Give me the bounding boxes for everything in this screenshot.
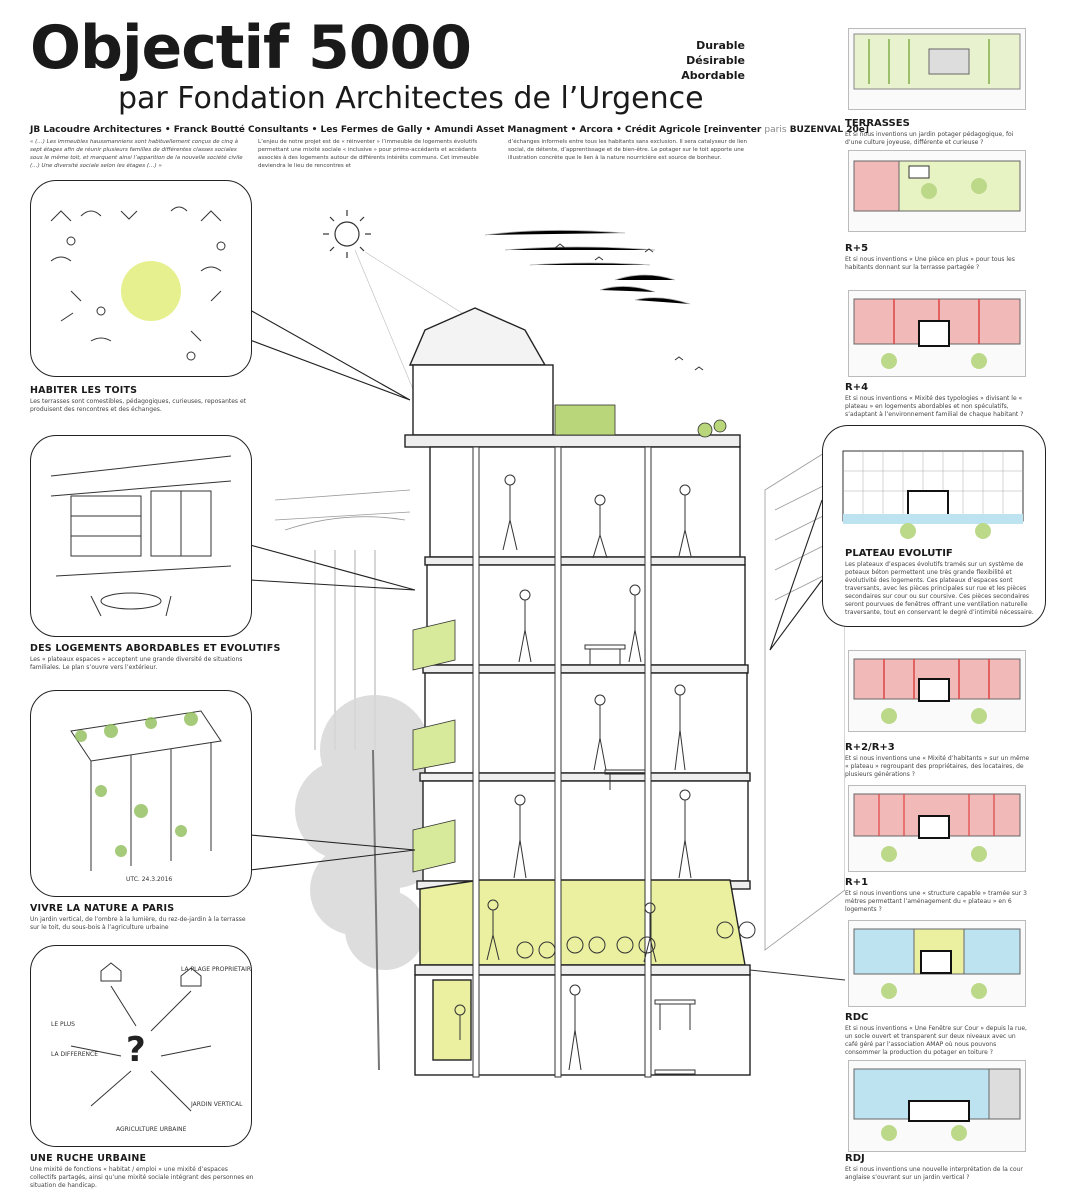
tagline-abordable: Abordable bbox=[681, 69, 745, 82]
svg-text:AGRICULTURE URBAINE: AGRICULTURE URBAINE bbox=[116, 1126, 187, 1133]
floor-desc-rdc: Et si nous inventions « Une Fenêtre sur Cour » depuis la rue, un socle ouvert et transparent sur deux niveaux avec un café géré par l’association AMAP où nous pouvons consommer la production du potager en toiture ? bbox=[845, 1025, 1027, 1056]
plan-r1 bbox=[848, 785, 1026, 872]
bubble-label-habiter: HABITER LES TOITS bbox=[30, 385, 138, 396]
bubble-desc-habiter: Les terrasses sont comestibles, pédagogiques, curieuses, reposantes et produisent des rencontres et des échanges. bbox=[30, 398, 247, 413]
interior-sketch bbox=[31, 436, 251, 636]
svg-text:LE PLUS: LE PLUS bbox=[51, 1021, 75, 1028]
floor-label-r1: R+1 bbox=[845, 877, 869, 888]
floor-desc-rdj: Et si nous inventions une nouvelle interprétation de la cour anglaise s’ouvrant sur un jardin vertical ? bbox=[845, 1166, 1023, 1181]
plan-r5 bbox=[848, 150, 1026, 232]
floor-desc-r2r3: Et si nous inventions une « Mixité d’habitants » sur un même « plateau » regroupant des propriétaires, des locataires, de plusieurs générations ? bbox=[845, 755, 1030, 778]
svg-text:JARDIN VERTICAL: JARDIN VERTICAL bbox=[191, 1101, 243, 1108]
intro-text-1: L’enjeu de notre projet est de « réinventer » l’immeuble de logements évolutifs permettant une mixité sociale « inclusive » pour primo-accédants et accédants associés à des logements autour de différents intérêts communs. Cet immeuble deviendra le lieu de rencontres et bbox=[258, 139, 479, 169]
floor-desc-plateau: Les plateaux d’espaces évolutifs tramés sur un système de poteaux béton permettent une très grande flexibilité et évolutivité des logements. Ces plateaux d’espaces sont traversants, avec les pièces principales sur rue et les pièces secondaires sur cour ou sur coursive. Ces pièces secondaires seront pourvues de fenêtres offrant une ventilation naturelle traversante, tout en conservant le degré d’intimité nécessaire. bbox=[845, 561, 1034, 616]
floor-label-rdj: RDJ bbox=[845, 1153, 865, 1164]
bubble-nature bbox=[30, 690, 252, 897]
floor-desc-terrasses: Et si nous inventions un jardin potager pédagogique, foi d’une culture joyeuse, différente et curieuse ? bbox=[845, 131, 1014, 146]
floor-desc-r1: Et si nous inventions une « structure capable » tramée sur 3 mètres permettant l’aménagement du « plateau » en 6 logements ? bbox=[845, 890, 1027, 913]
bubble-logements bbox=[30, 435, 252, 637]
page-title: Objectif 5000 bbox=[30, 13, 472, 83]
svg-text:LA PLAGE PROPRIETAIRE: LA PLAGE PROPRIETAIRE bbox=[181, 966, 251, 973]
roof-life-sketch bbox=[31, 181, 251, 376]
plan-rdc bbox=[848, 920, 1026, 1007]
program-paris: paris bbox=[764, 125, 787, 135]
svg-text:LA DIFFERENCE: LA DIFFERENCE bbox=[51, 1051, 99, 1058]
plan-r4 bbox=[848, 290, 1026, 377]
plan-r2-r3 bbox=[848, 650, 1026, 732]
plan-terrasses-aerial bbox=[848, 28, 1026, 110]
floor-desc-r4: Et si nous inventions « Mixité des typologies » divisant le « plateau » en logements abordables et non spéculatifs, s’adaptant à l’environnement familial de chaque habitant ? bbox=[845, 395, 1024, 418]
bubble-ruche bbox=[30, 945, 252, 1147]
intro-quote: « (…) Les immeubles haussmanniens sont habituellement conçus de cinq à sept étages afin de réunir plusieurs familles de différentes classes sociales sous le même toit, et marquent ainsi l’apparition de la nouvelle société civile (…) Une diversité sociale selon les étages (…) » bbox=[30, 139, 243, 169]
ruche-mindmap-sketch bbox=[31, 946, 251, 1146]
floor-label-r4: R+4 bbox=[845, 382, 869, 393]
sketch-signature: UTC. 24.3.2016 bbox=[126, 876, 173, 883]
bubble-label-nature: VIVRE LA NATURE A PARIS bbox=[30, 903, 175, 914]
question-mark: ? bbox=[126, 1030, 146, 1070]
floor-desc-r5: Et si nous inventions « Une pièce en plus » pour tous les habitants donnant sur la terrasse partagée ? bbox=[845, 256, 1015, 271]
bubble-desc-logements: Les « plateaux espaces » acceptent une grande diversité de situations familiales. Le plan s’ouvre vers l’extérieur. bbox=[30, 656, 243, 671]
bubble-habiter-les-toits bbox=[30, 180, 252, 377]
partners-list: JB Lacoudre Architectures • Franck Boutté Consultants • Les Fermes de Gally • Amundi Asset Managment • Arcora • Crédit Agricole bbox=[30, 125, 701, 135]
tagline-durable: Durable bbox=[696, 39, 745, 52]
bubble-desc-nature: Un jardin vertical, de l’ombre à la lumière, du rez-de-jardin à la terrasse sur le toit, du sous-bois à l’agriculture urbaine bbox=[30, 916, 246, 931]
floor-label-terrasses: TERRASSES bbox=[845, 118, 910, 129]
floor-label-r2r3: R+2/R+3 bbox=[845, 742, 895, 753]
vertical-garden-sketch bbox=[31, 691, 251, 896]
floor-label-rdc: RDC bbox=[845, 1012, 869, 1023]
program-site: BUZENVAL 20e] bbox=[789, 125, 869, 135]
bubble-desc-ruche: Une mixité de fonctions « habitat / emploi » une mixité d’espaces collectifs partagés, ainsi qu’une mixité sociale intégrant des personnes en situation de handicap. bbox=[30, 1166, 254, 1189]
bubble-label-logements: DES LOGEMENTS ABORDABLES ET EVOLUTIFS bbox=[30, 643, 281, 654]
bubble-label-ruche: UNE RUCHE URBAINE bbox=[30, 1153, 147, 1164]
program-open: [reinventer bbox=[703, 125, 762, 135]
intro-text-2: d’échanges informels entre tous les habitants sans exclusion. Il sera catalyseur de lien social, de détente, d’apprentissage et de bien-être. Le potager sur le toit apporte une illustration concrète que le lien à la nature nourricière est source de bonheur. bbox=[508, 139, 748, 161]
tagline-desirable: Désirable bbox=[686, 54, 745, 67]
floor-label-r5: R+5 bbox=[845, 243, 869, 254]
floor-label-plateau: PLATEAU EVOLUTIF bbox=[845, 548, 953, 559]
plan-rdj bbox=[848, 1060, 1026, 1152]
plateau-grid-plan bbox=[823, 426, 1045, 546]
page-subtitle: par Fondation Architectes de l’Urgence bbox=[118, 81, 704, 116]
